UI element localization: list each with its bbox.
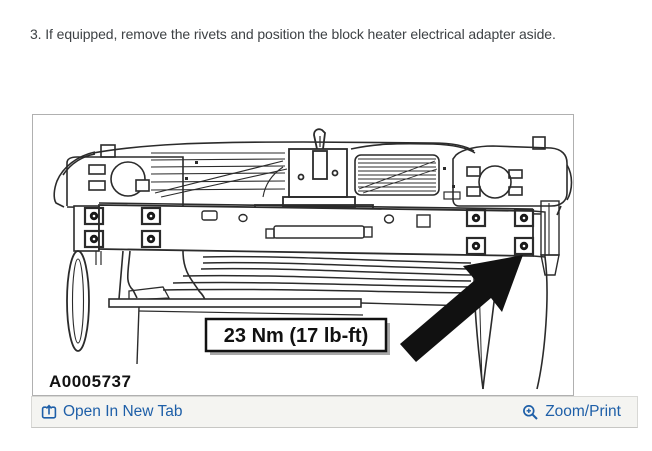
figure-id: A0005737 bbox=[49, 372, 132, 391]
open-in-new-tab-link[interactable] bbox=[41, 403, 182, 421]
torque-value: 23 Nm (17 lb-ft) bbox=[223, 325, 369, 347]
torque-spec-label bbox=[206, 319, 390, 355]
radiator-support-diagram bbox=[33, 115, 573, 395]
step-instruction: 3. If equipped, remove the rivets and position the block heater electrical adapter aside. bbox=[30, 26, 556, 42]
zoom-icon bbox=[522, 404, 539, 421]
pointer-arrow bbox=[400, 255, 523, 362]
diagram-figure bbox=[32, 114, 574, 396]
crossmember bbox=[74, 201, 559, 257]
zoom-print-link[interactable] bbox=[522, 403, 621, 421]
zoom-print-label: Zoom/Print bbox=[545, 403, 621, 420]
fan-shroud bbox=[351, 144, 475, 199]
open-in-new-tab-label: Open In New Tab bbox=[63, 403, 183, 420]
open-in-new-tab-icon bbox=[41, 404, 57, 420]
upper-structure bbox=[54, 129, 571, 215]
figure-toolbar bbox=[31, 396, 638, 428]
right-lamp-pod bbox=[453, 137, 572, 215]
